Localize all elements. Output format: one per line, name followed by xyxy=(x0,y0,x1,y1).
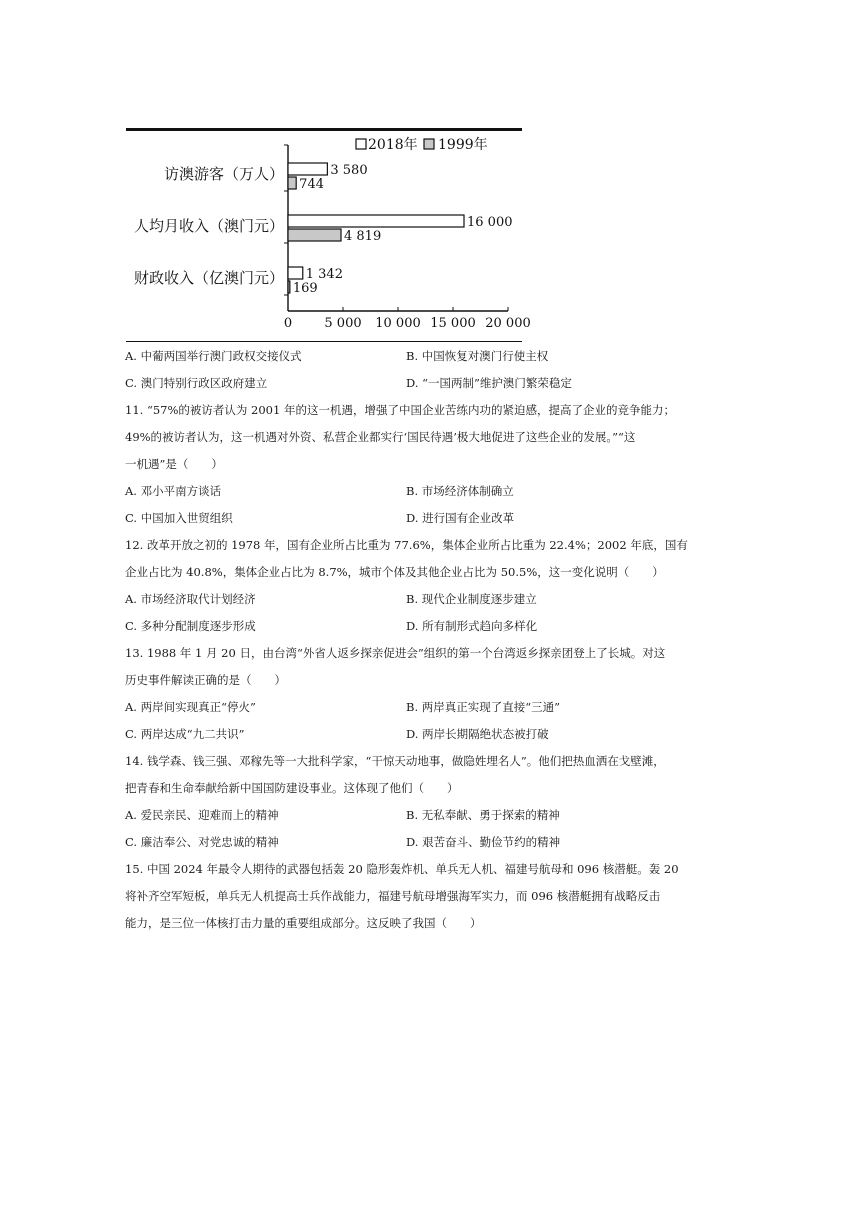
q12-option-d: D. 所有制形式趋向多样化 xyxy=(406,619,538,633)
q11-stem-line2: 49%的被访者认为，这一机遇对外资、私营企业都实行‘国民待遇’极大地促进了这些企业的发展。”“这 xyxy=(125,430,636,444)
legend-label: 1999年 xyxy=(438,137,488,153)
x-tick-label: 5 000 xyxy=(324,316,362,331)
category-label: 访澳游客（万人） xyxy=(163,165,284,183)
bar-1999 xyxy=(288,281,290,293)
q13-stem-line2: 历史事件解读正确的是（ ） xyxy=(125,673,286,687)
q13-option-a: A. 两岸间实现真正“停火” xyxy=(125,700,256,714)
x-tick-label: 15 000 xyxy=(430,316,476,331)
data-label: 1 342 xyxy=(305,267,343,282)
data-label: 744 xyxy=(299,177,325,192)
data-label: 3 580 xyxy=(330,163,368,178)
q13-option-c: C. 两岸达成“九二共识” xyxy=(125,727,245,741)
q15-stem-line1: 15. 中国 2024 年最令人期待的武器包括轰 20 隐形轰炸机、单兵无人机、福建号航母和 096 核潜艇。轰 20 xyxy=(125,862,679,876)
q11-option-a: A. 邓小平南方谈话 xyxy=(125,484,222,498)
q14-option-d: D. 艰苦奋斗、勤俭节约的精神 xyxy=(406,835,561,849)
q11-option-c: C. 中国加入世贸组织 xyxy=(125,511,233,525)
bar-2018 xyxy=(288,215,464,227)
chart-canvas xyxy=(126,131,531,341)
legend-label: 2018年 xyxy=(368,137,418,153)
q10-option-a: A. 中葡两国举行澳门政权交接仪式 xyxy=(125,349,302,363)
q12-stem-line1: 12. 改革开放之初的 1978 年，国有企业所占比重为 77.6%，集体企业所占比重为 22.4%；2002 年底，国有 xyxy=(125,538,688,552)
q10-option-d: D. “一国两制”维护澳门繁荣稳定 xyxy=(406,376,572,390)
legend-swatch-2018 xyxy=(356,139,366,149)
x-tick-label: 10 000 xyxy=(375,316,421,331)
data-label: 169 xyxy=(292,281,318,296)
category-label: 人均月收入（澳门元） xyxy=(133,217,284,235)
q14-stem-line1: 14. 钱学森、钱三强、邓稼先等一大批科学家，“干惊天动地事，做隐姓埋名人”。他们把热血洒在戈壁滩， xyxy=(125,754,665,768)
data-label: 16 000 xyxy=(467,215,513,230)
q11-option-b: B. 市场经济体制确立 xyxy=(406,484,514,498)
q13-option-d: D. 两岸长期隔绝状态被打破 xyxy=(406,727,549,741)
q11-stem-line1: 11. “57%的被访者认为 2001 年的这一机遇，增强了中国企业苦练内功的紧迫感，提高了企业的竞争能力； xyxy=(125,403,675,417)
q14-stem-line2: 把青春和生命奉献给新中国国防建设事业。这体现了他们（ ） xyxy=(125,781,459,795)
q13-option-b: B. 两岸真正实现了直接“三通” xyxy=(406,700,561,714)
q11-stem-line3: 一机遇”是（ ） xyxy=(125,457,223,471)
q12-stem-line2: 企业占比为 40.8%，集体企业占比为 8.7%，城市个体及其他企业占比为 50.5%，这一变化说明（ ） xyxy=(125,565,664,579)
x-tick-label: 20 000 xyxy=(485,316,531,331)
category-label: 财政收入（亿澳门元） xyxy=(133,269,284,287)
q12-option-c: C. 多种分配制度逐步形成 xyxy=(125,619,256,633)
macau-bar-chart xyxy=(126,128,531,342)
q12-option-b: B. 现代企业制度逐步建立 xyxy=(406,592,537,606)
q14-option-b: B. 无私奉献、勇于探索的精神 xyxy=(406,808,560,822)
q15-stem-line3: 能力，是三位一体核打击力量的重要组成部分。这反映了我国（ ） xyxy=(125,916,482,930)
bar-1999 xyxy=(288,177,296,189)
data-label: 4 819 xyxy=(344,229,382,244)
legend-swatch-1999 xyxy=(424,139,434,149)
bar-2018 xyxy=(288,163,327,175)
q11-option-d: D. 进行国有企业改革 xyxy=(406,511,515,525)
q14-option-c: C. 廉洁奉公、对党忠诚的精神 xyxy=(125,835,279,849)
q13-stem-line1: 13. 1988 年 1 月 20 日，由台湾“外省人返乡探亲促进会”组织的第一个台湾返乡探亲团登上了长城。对这 xyxy=(125,646,666,660)
q14-option-a: A. 爱民亲民、迎难而上的精神 xyxy=(125,808,279,822)
q15-stem-line2: 将补齐空军短板，单兵无人机提高士兵作战能力，福建号航母增强海军实力，而 096 核潜艇拥有战略反击 xyxy=(125,889,661,903)
x-tick-label: 0 xyxy=(283,316,293,331)
q10-option-c: C. 澳门特别行政区政府建立 xyxy=(125,376,268,390)
q12-option-a: A. 市场经济取代计划经济 xyxy=(125,592,256,606)
bar-2018 xyxy=(288,267,303,279)
bar-1999 xyxy=(288,229,341,241)
q10-option-b: B. 中国恢复对澳门行使主权 xyxy=(406,349,549,363)
